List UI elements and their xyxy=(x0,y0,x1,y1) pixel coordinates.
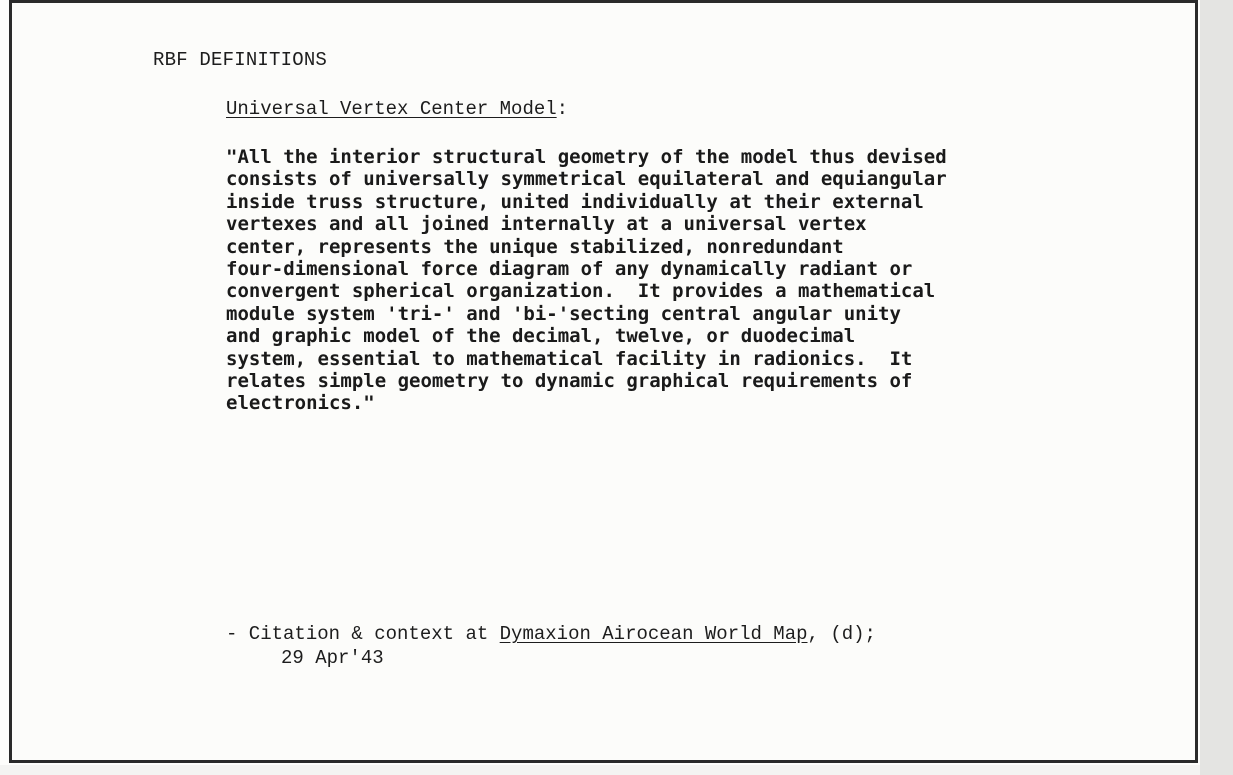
page-heading: RBF DEFINITIONS xyxy=(153,49,328,71)
bottom-margin xyxy=(0,765,1200,775)
term-name: Universal Vertex Center Model xyxy=(226,98,557,120)
term-suffix: : xyxy=(556,98,569,120)
citation-suffix: , (d); xyxy=(807,623,876,645)
term-title xyxy=(226,98,568,120)
citation-source-link[interactable]: Dymaxion Airocean World Map xyxy=(499,623,808,645)
citation-date: 29 Apr'43 xyxy=(281,647,384,669)
citation-prefix: - Citation & context at xyxy=(226,623,500,645)
definition-quote: "All the interior structural geometry of the model thus devised consists of universally symmetrical equilateral and equiangular inside truss structure, united individually at their external vertexes and all joined internally at a universal vertex center, represents the unique stabilized, nonredundant four-dimensional force diagram of any dynamically radiant or convergent spherical organization. It provides a mathematical module system 'tri-' and 'bi-'secting central angular unity and graphic model of the decimal, twelve, or duodecimal system, essential to mathematical facility in radionics. It relates simple geometry to dynamic graphical requirements of electronics." xyxy=(226,146,947,415)
adjacent-card-edge xyxy=(1200,0,1233,775)
citation-line xyxy=(226,622,876,646)
